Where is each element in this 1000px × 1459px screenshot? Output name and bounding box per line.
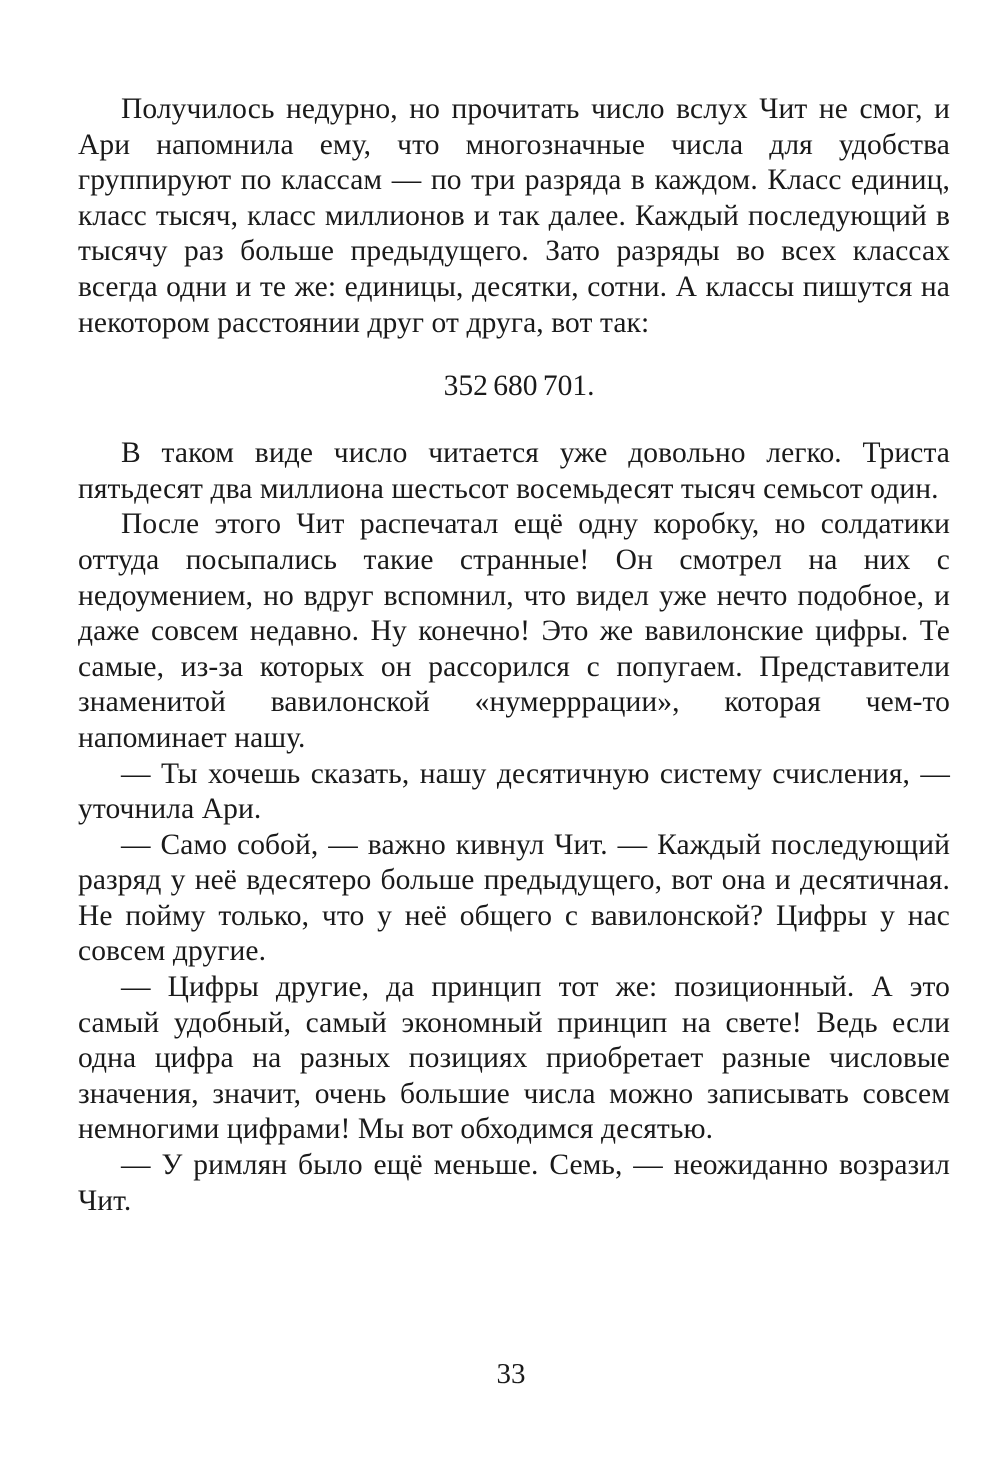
dialogue-line: — Ты хочешь сказать, нашу десятичную систему счисления, — уточнила Ари. [78,757,950,826]
paragraph: В таком виде число читается уже довольно легко. Триста пятьдесят два миллиона шестьсот восемьдесят тысяч семьсот один. [78,437,950,505]
dialogue-line: — Цифры другие, да принцип тот же: позиционный. А это самый удобный, самый экономный принцип на свете! Ведь если одна цифра на разных позициях приобретает разные числовые значения, значит, очень большие числа можно записывать совсем немногими цифрами! Мы вот обходимся десятью. [78,971,950,1146]
dialogue-line: — Само собой, — важно кивнул Чит. — Каждый последующий разряд у неё вдесятеро больше предыдущего, вот она и десятичная. Не пойму только, что у неё общего с вавилонской? Цифры у нас совсем другие. [78,828,950,968]
paragraph: Получилось недурно, но прочитать число вслух Чит не смог, и Ари напомнила ему, что многозначные числа для удобства группируют по классам — по три разряда в каждом. Класс единиц, класс тысяч, класс миллионов и так далее. Каждый последующий в тысячу раз больше предыдущего. Зато разряды во всех классах всегда одни и те же: единицы, десятки, сотни. А классы пишутся на некотором расстоянии друг от друга, вот так: [78,93,950,339]
page-body [78,92,950,1219]
page-number: 33 [496,1358,526,1390]
paragraph: После этого Чит распечатал ещё одну коробку, но солдатики оттуда посыпались такие странные! Он смотрел на них с недоумением, но вдруг вспомнил, что видел уже нечто подобное, и даже совсем недавно. Ну конечно! Это же вавилонские цифры. Те самые, из-за которых он рассорился с попугаем. Представители знаменитой вавилонской «нумерррации», которая чем-то напоминает нашу. [78,508,950,754]
dialogue-line: — У римлян было ещё меньше. Семь, — неожиданно возразил Чит. [78,1149,950,1217]
example-number: 352 680 701. [443,370,595,403]
